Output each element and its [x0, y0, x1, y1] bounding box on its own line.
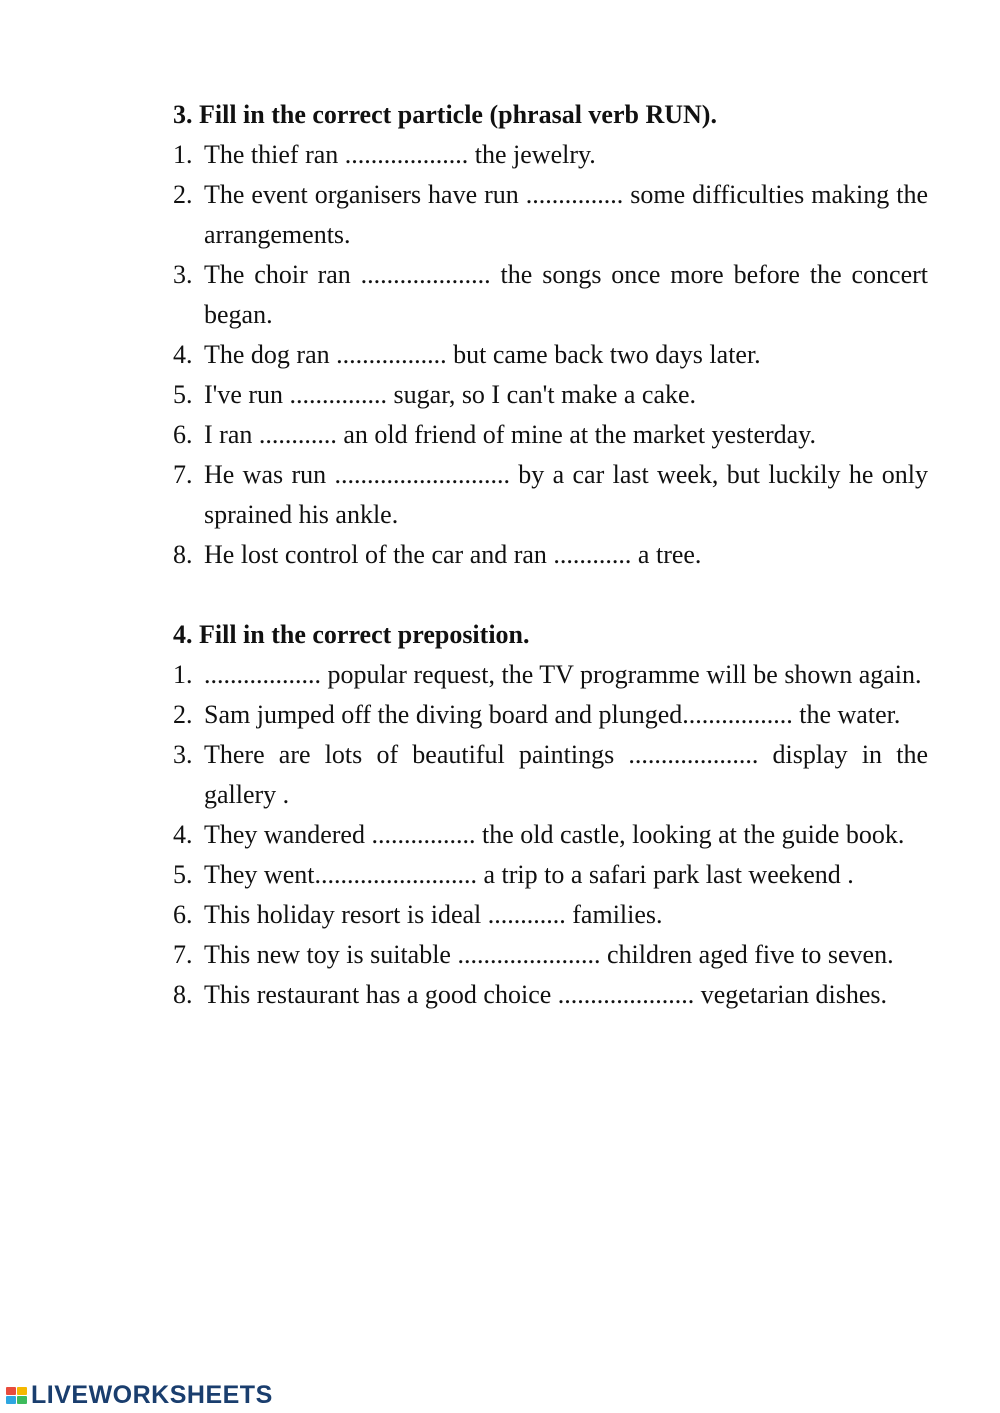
exercise-4-title: 4. Fill in the correct preposition.	[173, 620, 530, 649]
item-text: They went......................... a trip to a safari park last weekend .	[204, 860, 854, 889]
list-item	[173, 335, 928, 375]
item-text: The dog ran ................. but came back two days later.	[204, 340, 761, 369]
worksheet-page	[173, 95, 928, 1015]
logo-block-red	[6, 1387, 16, 1395]
exercise-3-title: 3. Fill in the correct particle (phrasal verb RUN).	[173, 100, 717, 129]
list-item	[173, 695, 928, 735]
list-item	[173, 855, 928, 895]
item-text: .................. popular request, the TV programme will be shown again.	[204, 660, 922, 689]
list-item	[173, 455, 928, 535]
list-item	[173, 935, 928, 975]
exercise-4-list	[173, 655, 928, 1015]
liveworksheets-logo-icon	[6, 1382, 28, 1408]
item-number: 1.	[173, 660, 193, 689]
item-number: 4.	[173, 340, 193, 369]
item-number: 2.	[173, 180, 193, 209]
item-text: The event organisers have run ............... some difficulties making the arrangements.	[204, 180, 928, 249]
logo-block-blue	[6, 1396, 16, 1404]
item-number: 8.	[173, 980, 193, 1009]
item-number: 7.	[173, 460, 193, 489]
item-text: This new toy is suitable ...................... children aged five to seven.	[204, 940, 894, 969]
item-number: 3.	[173, 740, 193, 769]
item-text: There are lots of beautiful paintings .................... display in the gallery .	[204, 740, 928, 809]
item-text: He lost control of the car and ran ............ a tree.	[204, 540, 702, 569]
list-item	[173, 895, 928, 935]
list-item	[173, 815, 928, 855]
item-number: 7.	[173, 940, 193, 969]
exercise-3	[173, 95, 928, 575]
item-text: Sam jumped off the diving board and plunged................. the water.	[204, 700, 901, 729]
list-item	[173, 655, 928, 695]
liveworksheets-brand: LIVEWORKSHEETS	[31, 1381, 273, 1409]
liveworksheets-footer	[6, 1379, 273, 1411]
item-text: The thief ran ................... the jewelry.	[204, 140, 596, 169]
item-text: They wandered ................ the old castle, looking at the guide book.	[204, 820, 905, 849]
item-number: 6.	[173, 900, 193, 929]
item-number: 3.	[173, 260, 193, 289]
item-number: 1.	[173, 140, 193, 169]
item-text: I've run ............... sugar, so I can't make a cake.	[204, 380, 697, 409]
item-number: 4.	[173, 820, 193, 849]
item-number: 5.	[173, 380, 193, 409]
list-item	[173, 375, 928, 415]
list-item	[173, 135, 928, 175]
list-item	[173, 255, 928, 335]
item-number: 2.	[173, 700, 193, 729]
item-text: The choir ran .................... the songs once more before the concert began.	[204, 260, 928, 329]
list-item	[173, 175, 928, 255]
item-text: He was run ........................... by a car last week, but luckily he only sprained his ankle.	[204, 460, 928, 529]
item-number: 6.	[173, 420, 193, 449]
exercise-4	[173, 615, 928, 1015]
exercise-3-list	[173, 135, 928, 575]
list-item	[173, 735, 928, 815]
logo-block-yellow	[17, 1387, 27, 1395]
item-text: This restaurant has a good choice ..................... vegetarian dishes.	[204, 980, 888, 1009]
logo-block-green	[17, 1396, 27, 1404]
item-text: This holiday resort is ideal ............ families.	[204, 900, 663, 929]
item-text: I ran ............ an old friend of mine at the market yesterday.	[204, 420, 816, 449]
list-item	[173, 535, 928, 575]
list-item	[173, 415, 928, 455]
item-number: 5.	[173, 860, 193, 889]
list-item	[173, 975, 928, 1015]
item-number: 8.	[173, 540, 193, 569]
